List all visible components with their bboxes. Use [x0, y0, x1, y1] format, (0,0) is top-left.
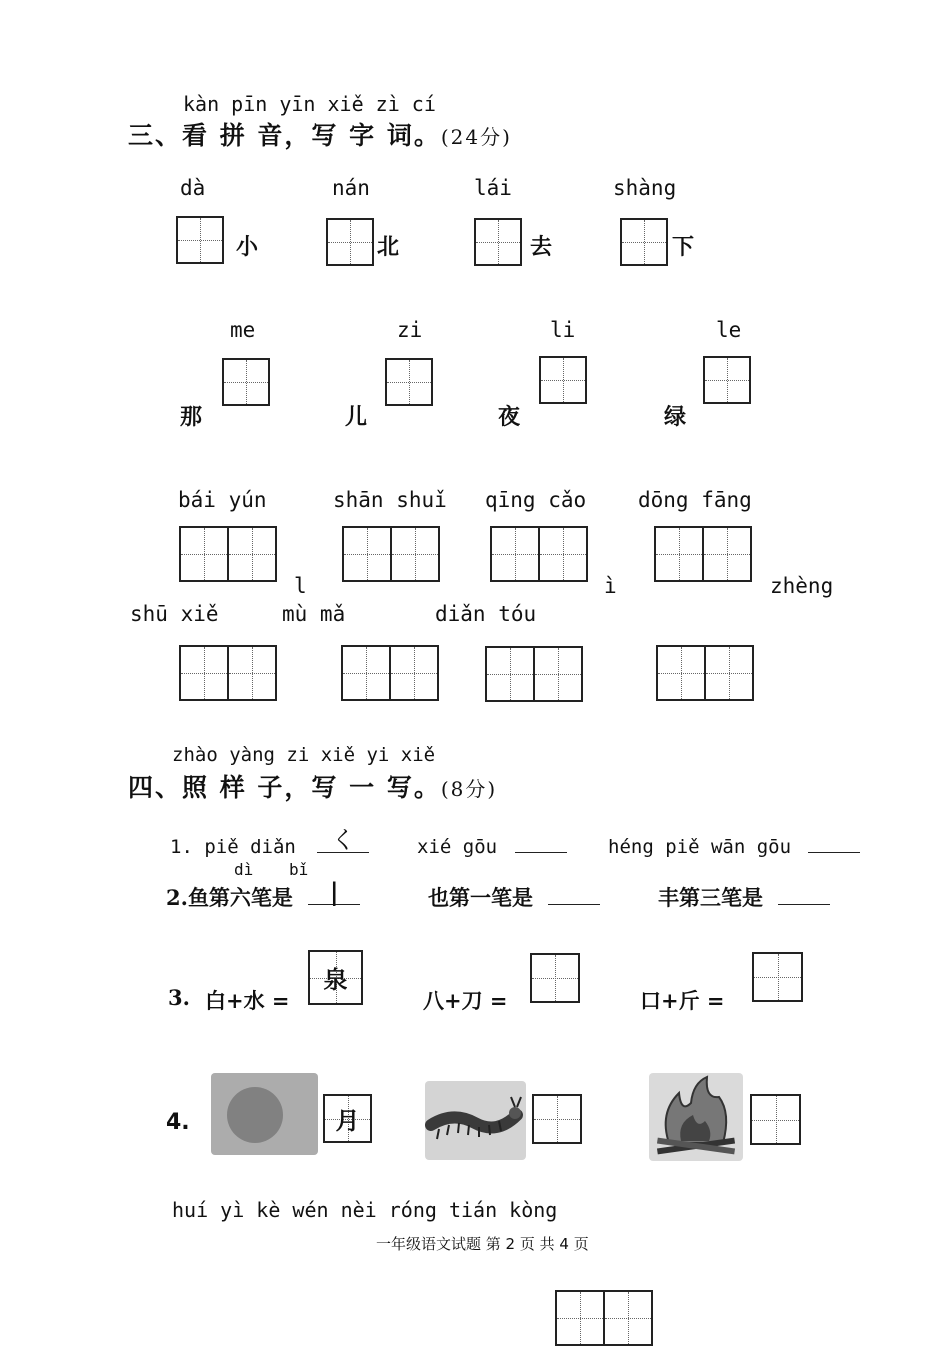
answer-blank[interactable]	[808, 830, 860, 853]
q1-item	[608, 830, 860, 858]
tianzige-box[interactable]	[656, 645, 706, 701]
stroke-label: xié gōu	[417, 836, 498, 858]
character-formula: 口+斤 =	[640, 988, 725, 1013]
tianzige-box[interactable]	[474, 218, 522, 266]
stray-pinyin: l	[294, 574, 307, 598]
section3-points: (24分)	[440, 125, 512, 149]
tianzige-box[interactable]	[326, 218, 374, 266]
tianzige-box[interactable]	[222, 358, 270, 406]
pinyin-label: lái	[474, 176, 512, 200]
fire-picture	[649, 1073, 743, 1161]
stray-pinyin: ì	[604, 574, 617, 598]
tianzige-box[interactable]	[385, 358, 433, 406]
tianzige-box[interactable]	[389, 645, 439, 701]
pinyin-label: qīng cǎo	[485, 488, 587, 512]
section4-points: (8分)	[440, 777, 498, 801]
tianzige-box[interactable]	[179, 526, 229, 582]
word-char: 小	[236, 234, 259, 260]
tianzige-box[interactable]	[750, 1094, 801, 1145]
q2-row	[166, 877, 360, 912]
section4-pinyin: zhào yàng zi xiě yi xiě	[172, 744, 436, 766]
pinyin-label: li	[550, 318, 576, 342]
tianzige-box[interactable]	[227, 645, 277, 701]
word-char: 儿	[345, 404, 368, 430]
tianzige-box[interactable]	[532, 1094, 582, 1144]
tianzige-box[interactable]	[555, 1290, 605, 1346]
tianzige-box[interactable]	[179, 645, 229, 701]
pinyin-label: le	[716, 318, 742, 342]
word-char: 那	[180, 404, 203, 430]
tianzige-box[interactable]: 月	[323, 1094, 372, 1143]
tianzige-box[interactable]	[603, 1290, 653, 1346]
section3-pinyin: kàn pīn yīn xiě zì cí	[183, 92, 436, 116]
pinyin-label: nán	[332, 176, 370, 200]
moon-picture	[211, 1073, 318, 1155]
word-char: 绿	[664, 404, 687, 430]
answer-blank[interactable]	[548, 882, 600, 905]
q1-item	[417, 830, 567, 858]
tianzige-box[interactable]	[390, 526, 440, 582]
pinyin-label: diǎn tóu	[435, 602, 537, 626]
caterpillar-picture	[425, 1081, 526, 1160]
word-char: 北	[377, 234, 400, 260]
stroke-question: 也第一笔是	[428, 885, 533, 910]
stroke-question: 鱼第六笔是	[187, 885, 293, 910]
word-char: 下	[672, 234, 695, 260]
character-formula: 八+刀 =	[423, 988, 508, 1013]
tianzige-box[interactable]	[227, 526, 277, 582]
tianzige-box[interactable]: 泉	[308, 950, 363, 1005]
section5-pinyin: huí yì kè wén nèi róng tián kòng	[172, 1198, 558, 1222]
answer-blank[interactable]	[515, 830, 567, 853]
word-char: 去	[530, 234, 553, 260]
tianzige-box[interactable]	[538, 526, 588, 582]
pinyin-label: bái yún	[178, 488, 267, 512]
stray-pinyin: zhèng	[770, 574, 834, 598]
pinyin-label: shān shuǐ	[333, 488, 447, 512]
q2-item	[658, 882, 830, 912]
word-char: 夜	[498, 404, 521, 430]
tianzige-box[interactable]	[704, 645, 754, 701]
tianzige-box[interactable]	[539, 356, 587, 404]
q4-number: 4.	[166, 1110, 190, 1135]
tianzige-box[interactable]	[530, 953, 580, 1003]
tianzige-box[interactable]	[341, 645, 391, 701]
q2-number: 2.	[166, 885, 188, 910]
tianzige-box[interactable]	[703, 356, 751, 404]
pinyin-di: dì	[234, 860, 254, 879]
page-footer: 一年级语文试题 第 2 页 共 4 页	[376, 1235, 589, 1253]
pinyin-label: dà	[180, 176, 206, 200]
answer-blank[interactable]: く	[317, 830, 369, 853]
tianzige-box[interactable]	[752, 952, 803, 1002]
tianzige-box[interactable]	[485, 646, 535, 702]
tianzige-box[interactable]	[490, 526, 540, 582]
answer-blank[interactable]	[778, 882, 830, 905]
pinyin-label: me	[230, 318, 256, 342]
pinyin-label: zi	[397, 318, 423, 342]
pinyin-label: dōng fāng	[638, 488, 752, 512]
q3-number: 3.	[168, 985, 190, 1010]
q1-row	[170, 826, 369, 858]
tianzige-box[interactable]	[533, 646, 583, 702]
pinyin-label: shū xiě	[130, 602, 219, 626]
stroke-label: héng piě wān gōu	[608, 836, 792, 858]
tianzige-box[interactable]	[620, 218, 668, 266]
pinyin-label: shàng	[613, 176, 677, 200]
tianzige-box[interactable]	[176, 216, 224, 264]
stroke-question: 丰第三笔是	[658, 885, 763, 910]
pinyin-bi: bǐ	[289, 860, 309, 879]
section4-title: 四、照 样 子，写 一 写。(8分)	[128, 773, 498, 802]
q1-number: 1.	[170, 836, 193, 858]
tianzige-box[interactable]	[342, 526, 392, 582]
character-formula: 白+水 =	[205, 988, 290, 1013]
stroke-label: piě diǎn	[204, 836, 296, 858]
q2-item	[428, 882, 600, 912]
answer-blank[interactable]: |	[308, 882, 360, 905]
tianzige-box[interactable]	[702, 526, 752, 582]
section3-title: 三、看 拼 音，写 字 词。(24分)	[128, 121, 512, 150]
pinyin-label: mù mǎ	[282, 602, 346, 626]
tianzige-box[interactable]	[654, 526, 704, 582]
